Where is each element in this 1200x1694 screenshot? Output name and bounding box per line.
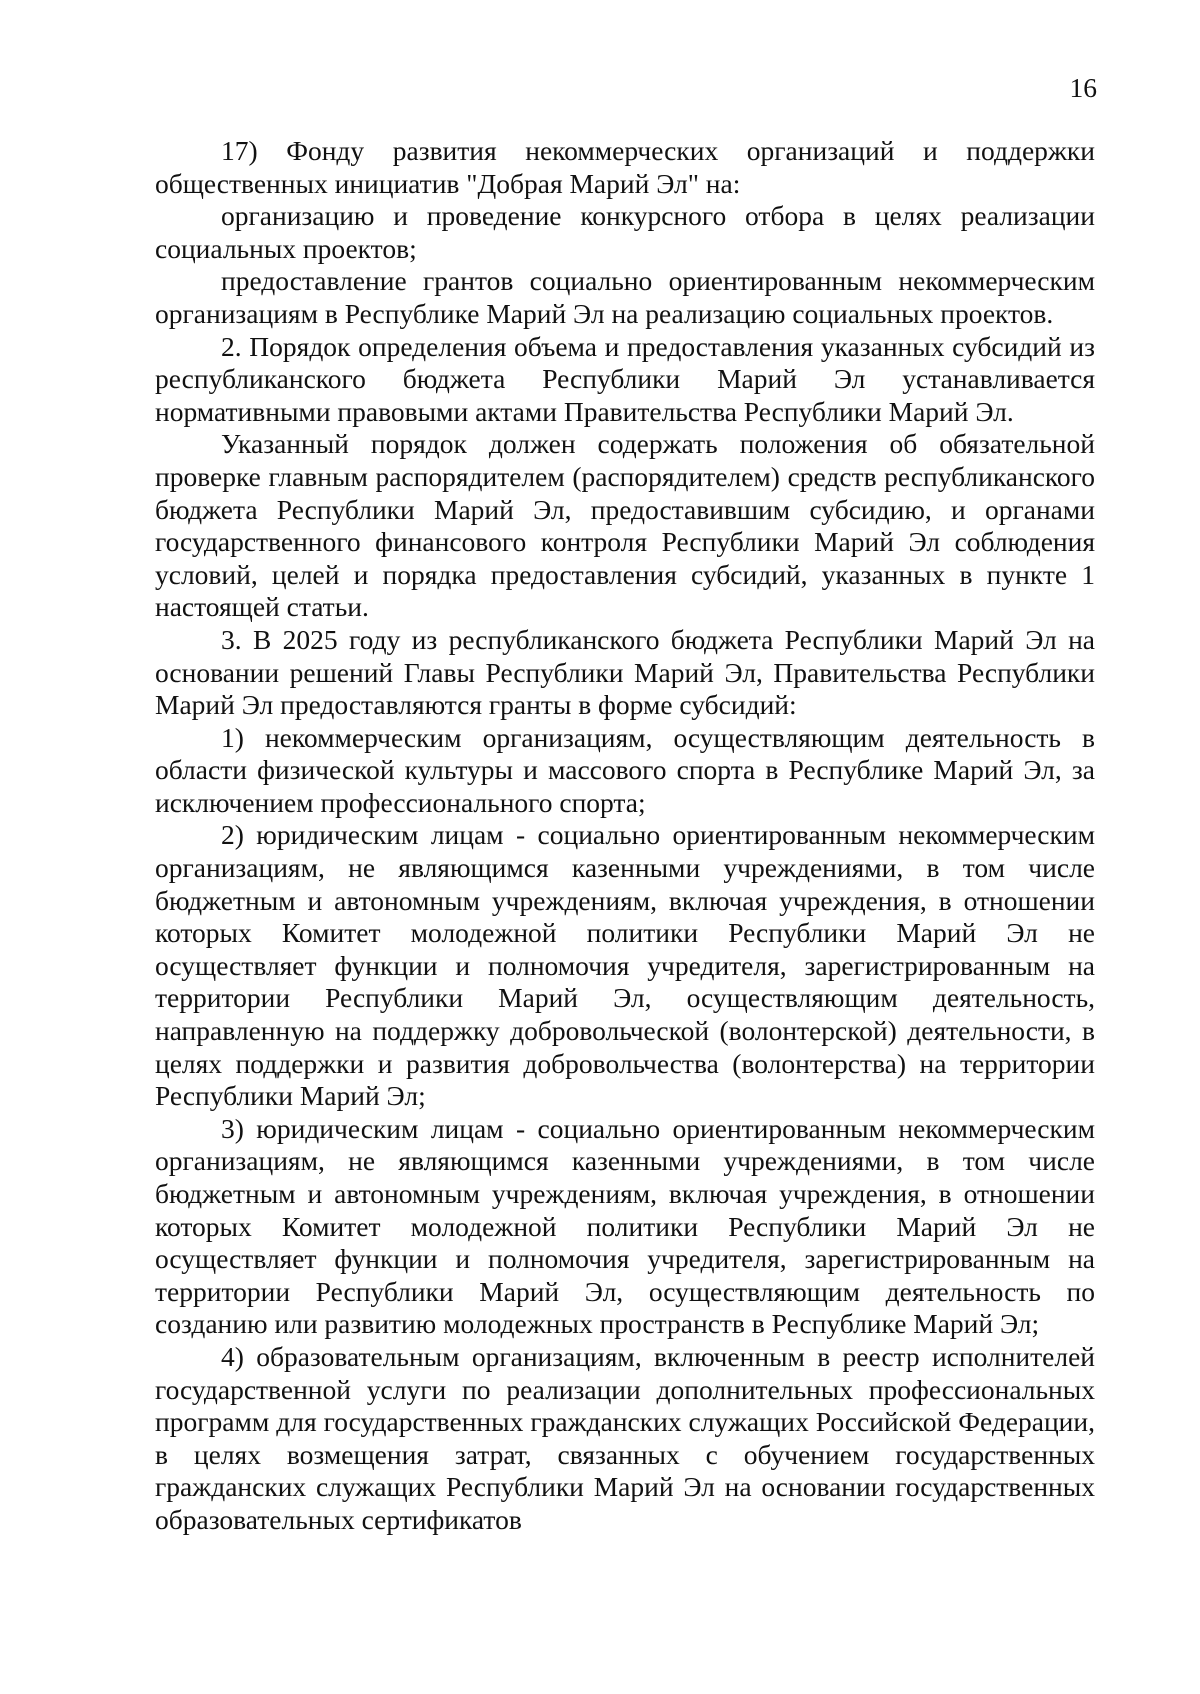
paragraph-item-17-grants: предоставление грантов социально ориентированным некоммерческим организациям в Республике Марий Эл на реализацию социальных проектов.: [155, 265, 1095, 329]
paragraph-section-2: 2. Порядок определения объема и предоставления указанных субсидий из республиканского бюджета Республики Марий Эл устанавливается нормативными правовыми актами Правительства Республики Марий Эл.: [155, 330, 1095, 427]
paragraph-section-3-item-2: 2) юридическим лицам - социально ориентированным некоммерческим организациям, не являющимся казенными учреждениями, в том числе бюджетным и автономным учреждениям, включая учреждения, в отношении которых Комитет молодежной политики Республики Марий Эл не осуществляет функции и полномочия учредителя, зарегистрированным на территории Республики Марий Эл, осуществляющим деятельность, направленную на поддержку добровольческой (волонтерской) деятельности, в целях поддержки и развития добровольчества (волонтерства) на территории Республики Марий Эл;: [155, 819, 1095, 1112]
paragraph-section-3-item-3: 3) юридическим лицам - социально ориентированным некоммерческим организациям, не являющимся казенными учреждениями, в том числе бюджетным и автономным учреждениям, включая учреждения, в отношении которых Комитет молодежной политики Республики Марий Эл не осуществляет функции и полномочия учредителя, зарегистрированным на территории Республики Марий Эл, осуществляющим деятельность по созданию или развитию молодежных пространств в Республике Марий Эл;: [155, 1112, 1095, 1340]
paragraph-section-3-item-4: 4) образовательным организациям, включенным в реестр исполнителей государственной услуги по реализации дополнительных профессиональных программ для государственных гражданских служащих Российской Федерации, в целях возмещения затрат, связанных с обучением государственных гражданских служащих Республики Марий Эл на основании государственных образовательных сертификатов: [155, 1340, 1095, 1535]
paragraph-section-3: 3. В 2025 году из республиканского бюджета Республики Марий Эл на основании решений Главы Республики Марий Эл, Правительства Республики Марий Эл предоставляются гранты в форме субсидий:: [155, 623, 1095, 721]
paragraph-section-3-item-1: 1) некоммерческим организациям, осуществляющим деятельность в области физической культуры и массового спорта в Республике Марий Эл, за исключением профессионального спорта;: [155, 721, 1095, 818]
page-number: 16: [1069, 72, 1097, 103]
paragraph-item-17: 17) Фонду развития некоммерческих организаций и поддержки общественных инициатив "Добрая Марий Эл" на:: [155, 135, 1095, 199]
paragraph-item-17-competition: организацию и проведение конкурсного отбора в целях реализации социальных проектов;: [155, 200, 1095, 264]
document-body: [155, 135, 1095, 1537]
paragraph-section-2-procedure: Указанный порядок должен содержать положения об обязательной проверке главным распорядителем (распорядителем) средств республиканского бюджета Республики Марий Эл, предоставившим субсидию, и органами государственного финансового контроля Республики Марий Эл соблюдения условий, целей и порядка предоставления субсидий, указанных в пункте 1 настоящей статьи.: [155, 428, 1095, 623]
